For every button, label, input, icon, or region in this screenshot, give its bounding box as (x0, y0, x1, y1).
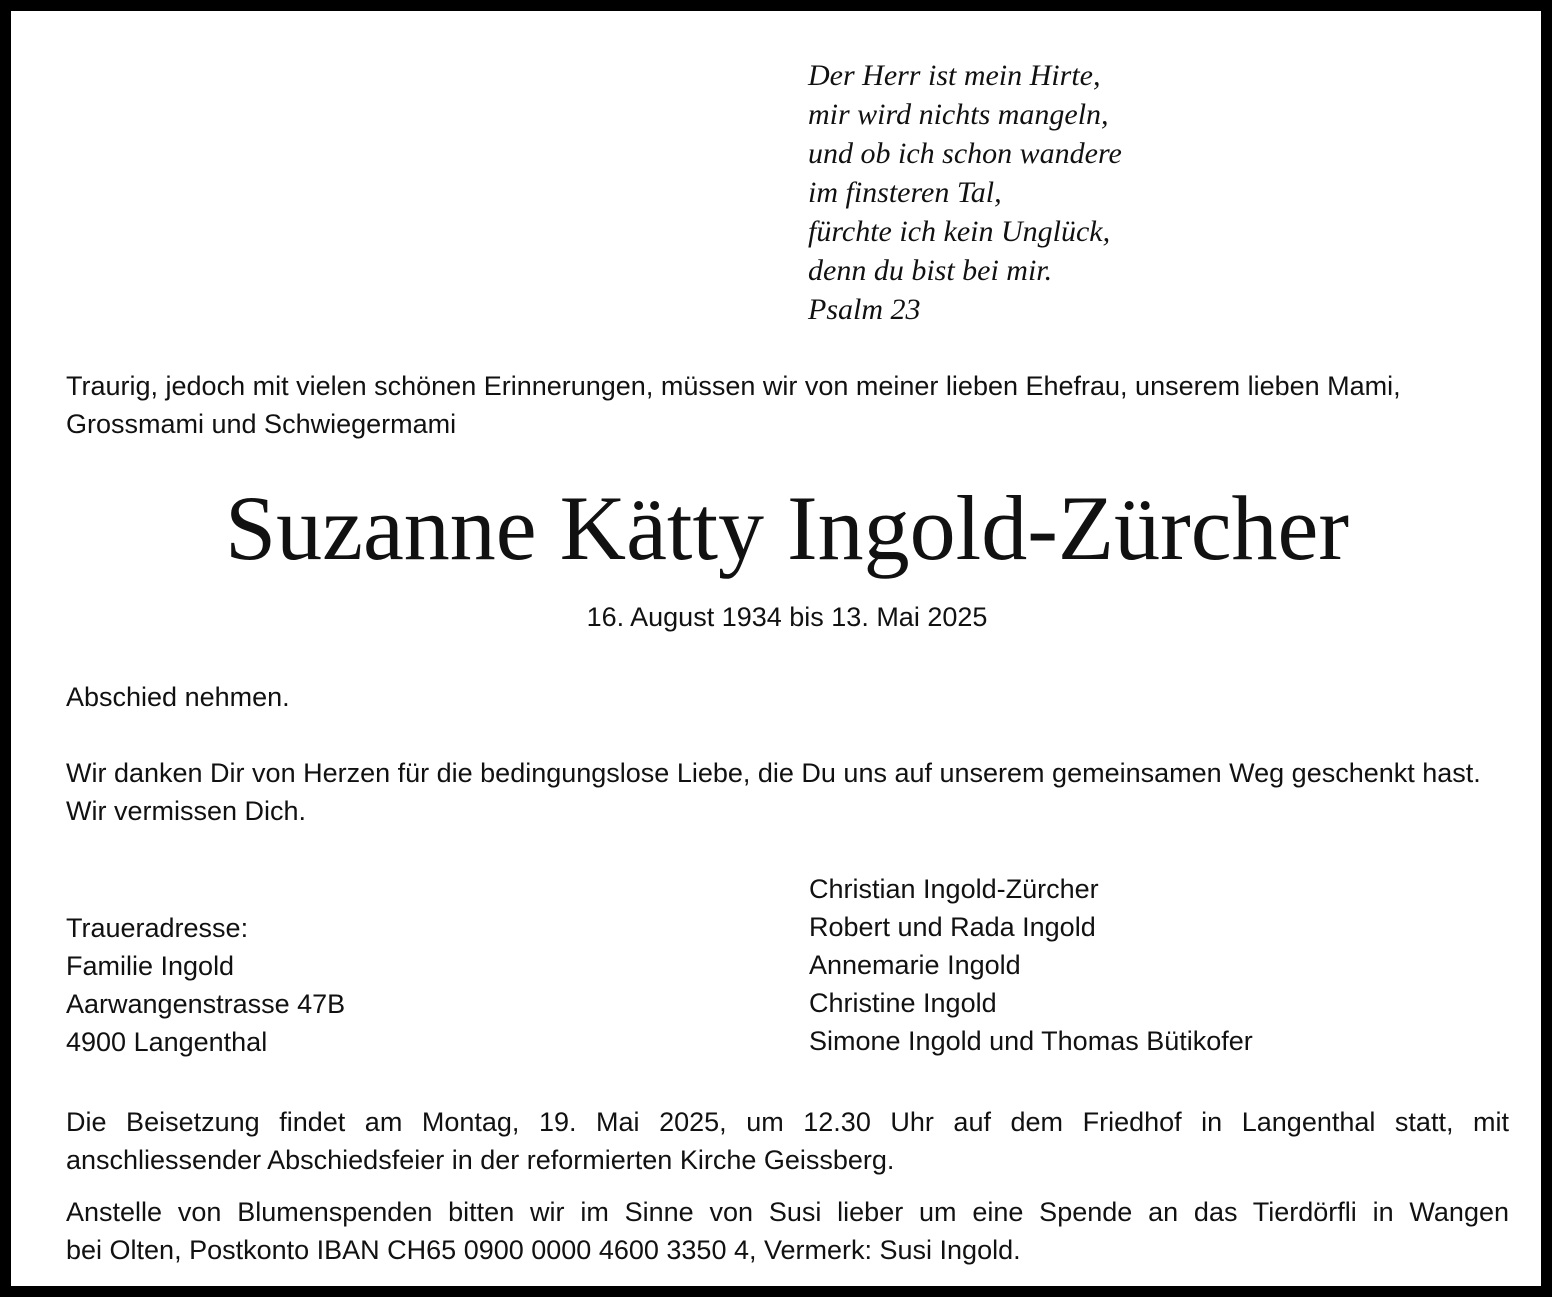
verse-line: im finsteren Tal, (808, 176, 1002, 209)
family-member: Simone Ingold und Thomas Bütikofer (809, 1026, 1253, 1056)
verse-source: Psalm 23 (808, 293, 921, 326)
burial-line: anschliessender Abschiedsfeier in der reformierten Kirche Geissberg. (66, 1145, 895, 1175)
intro-text: Traurig, jedoch mit vielen schönen Erinnerungen, müssen wir von meiner lieben Ehefrau, unserem lieben Mami, Grossmami und Schwiegermami (66, 371, 1401, 439)
verse-line: denn du bist bei mir. (808, 254, 1053, 287)
thanks-line: Wir vermissen Dich. (66, 796, 307, 826)
donation-notice (66, 1193, 1509, 1269)
family-member: Christian Ingold-Zürcher (809, 874, 1099, 904)
donation-line: Anstelle von Blumenspenden bitten wir im Sinne von Susi lieber um eine Spende an das Tierdörfli in Wangen (66, 1197, 1509, 1227)
thanks-line: Wir danken Dir von Herzen für die bedingungslose Liebe, die Du uns auf unserem gemeinsamen Weg geschenkt hast. (66, 758, 1481, 788)
psalm-verse (808, 56, 1508, 329)
verse-line: mir wird nichts mangeln, (808, 98, 1109, 131)
deceased-name: Suzanne Kätty Ingold-Zürcher (224, 477, 1350, 579)
verse-line: und ob ich schon wandere (808, 137, 1122, 170)
verse-line: fürchte ich kein Unglück, (808, 215, 1111, 248)
family-members (809, 870, 1253, 1060)
address-line: Aarwangenstrasse 47B (66, 989, 346, 1019)
burial-notice (66, 1103, 1509, 1179)
address-label: Traueradresse: (66, 913, 249, 943)
family-member: Christine Ingold (809, 988, 997, 1018)
burial-line: Die Beisetzung findet am Montag, 19. Mai 2025, um 12.30 Uhr auf dem Friedhof in Langenthal statt, mit (66, 1107, 1509, 1137)
thanks-text (66, 754, 1511, 830)
address-line: 4900 Langenthal (66, 1027, 268, 1057)
life-dates: 16. August 1934 bis 13. Mai 2025 (586, 602, 988, 632)
family-member: Annemarie Ingold (809, 950, 1021, 980)
donation-line: bei Olten, Postkonto IBAN CH65 0900 0000 4600 3350 4, Vermerk: Susi Ingold. (66, 1235, 1021, 1265)
mourning-address (66, 909, 345, 1061)
verse-line: Der Herr ist mein Hirte, (808, 59, 1101, 92)
address-line: Familie Ingold (66, 951, 235, 981)
family-member: Robert und Rada Ingold (809, 912, 1096, 942)
farewell-text: Abschied nehmen. (66, 682, 290, 712)
